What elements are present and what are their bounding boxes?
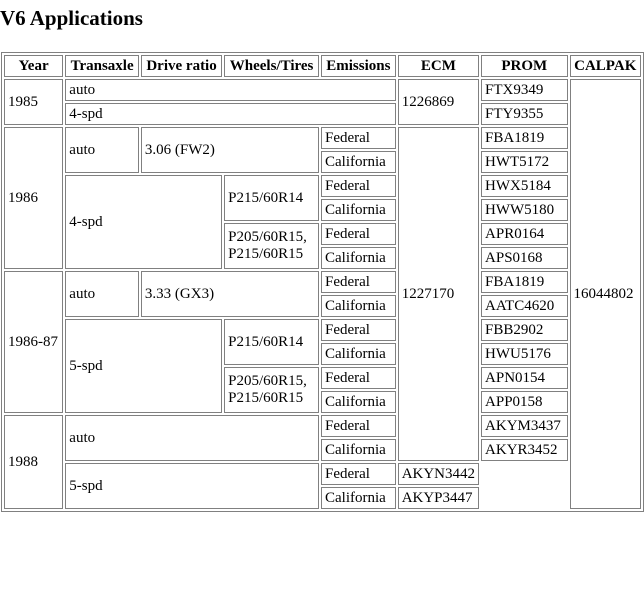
- emissions-cell: California: [321, 343, 396, 365]
- v6-applications-table: [1, 52, 644, 512]
- ecm-cell: 1227170: [398, 127, 479, 461]
- header-prom: PROM: [481, 55, 568, 77]
- emissions-cell: California: [321, 487, 396, 509]
- calpak-cell: 16044802: [570, 79, 641, 509]
- emissions-cell: California: [321, 439, 396, 461]
- table-row: [4, 175, 641, 197]
- prom-cell: FTY9355: [481, 103, 568, 125]
- emissions-cell: Federal: [321, 463, 396, 485]
- prom-cell: AKYM3437: [481, 415, 568, 437]
- emissions-cell: California: [321, 391, 396, 413]
- prom-cell: AKYP3447: [398, 487, 479, 509]
- table-row: [4, 103, 641, 125]
- emissions-cell: Federal: [321, 415, 396, 437]
- emissions-cell: Federal: [321, 271, 396, 293]
- prom-cell: HWU5176: [481, 343, 568, 365]
- drive-ratio-cell: 3.33 (GX3): [141, 271, 319, 317]
- prom-cell: APN0154: [481, 367, 568, 389]
- year-cell: 1986: [4, 127, 63, 269]
- prom-cell: APP0158: [481, 391, 568, 413]
- prom-cell: HWX5184: [481, 175, 568, 197]
- prom-cell: HWW5180: [481, 199, 568, 221]
- prom-cell: APR0164: [481, 223, 568, 245]
- prom-cell: AKYR3452: [481, 439, 568, 461]
- year-cell: 1985: [4, 79, 63, 125]
- transaxle-cell: auto: [65, 271, 139, 317]
- prom-cell: HWT5172: [481, 151, 568, 173]
- wheels-tires-cell: P205/60R15, P215/60R15: [224, 223, 319, 269]
- prom-cell: AATC4620: [481, 295, 568, 317]
- transaxle-cell: 4-spd: [65, 175, 222, 269]
- table-row: [4, 463, 641, 485]
- transaxle-cell: auto: [65, 415, 319, 461]
- prom-cell: AKYN3442: [398, 463, 479, 485]
- table-row: [4, 79, 641, 101]
- ecm-cell: 1226869: [398, 79, 479, 125]
- prom-cell: APS0168: [481, 247, 568, 269]
- header-calpak: CALPAK: [570, 55, 641, 77]
- wheels-tires-cell: P215/60R14: [224, 319, 319, 365]
- header-ecm: ECM: [398, 55, 479, 77]
- header-year: Year: [4, 55, 63, 77]
- wheels-tires-cell: P205/60R15, P215/60R15: [224, 367, 319, 413]
- emissions-cell: California: [321, 151, 396, 173]
- prom-cell: FBA1819: [481, 127, 568, 149]
- header-emissions: Emissions: [321, 55, 396, 77]
- transaxle-cell: 5-spd: [65, 319, 222, 413]
- emissions-cell: Federal: [321, 175, 396, 197]
- transaxle-cell: 5-spd: [65, 463, 319, 509]
- emissions-cell: Federal: [321, 319, 396, 341]
- header-wheels-tires: Wheels/Tires: [224, 55, 319, 77]
- header-transaxle: Transaxle: [65, 55, 139, 77]
- prom-cell: FTX9349: [481, 79, 568, 101]
- emissions-cell: California: [321, 247, 396, 269]
- drive-ratio-cell: 3.06 (FW2): [141, 127, 319, 173]
- table-row: [4, 127, 641, 149]
- header-row: [4, 55, 641, 77]
- prom-cell: FBA1819: [481, 271, 568, 293]
- transaxle-cell: auto: [65, 79, 395, 101]
- year-cell: 1986-87: [4, 271, 63, 413]
- table-row: [4, 319, 641, 341]
- emissions-cell: Federal: [321, 367, 396, 389]
- page-title: V6 Applications: [0, 6, 143, 30]
- emissions-cell: California: [321, 295, 396, 317]
- wheels-tires-cell: P215/60R14: [224, 175, 319, 221]
- transaxle-cell: auto: [65, 127, 139, 173]
- header-drive-ratio: Drive ratio: [141, 55, 222, 77]
- prom-cell: FBB2902: [481, 319, 568, 341]
- emissions-cell: California: [321, 199, 396, 221]
- year-cell: 1988: [4, 415, 63, 509]
- emissions-cell: Federal: [321, 127, 396, 149]
- table-row: [4, 415, 641, 437]
- transaxle-cell: 4-spd: [65, 103, 395, 125]
- table-row: [4, 271, 641, 293]
- emissions-cell: Federal: [321, 223, 396, 245]
